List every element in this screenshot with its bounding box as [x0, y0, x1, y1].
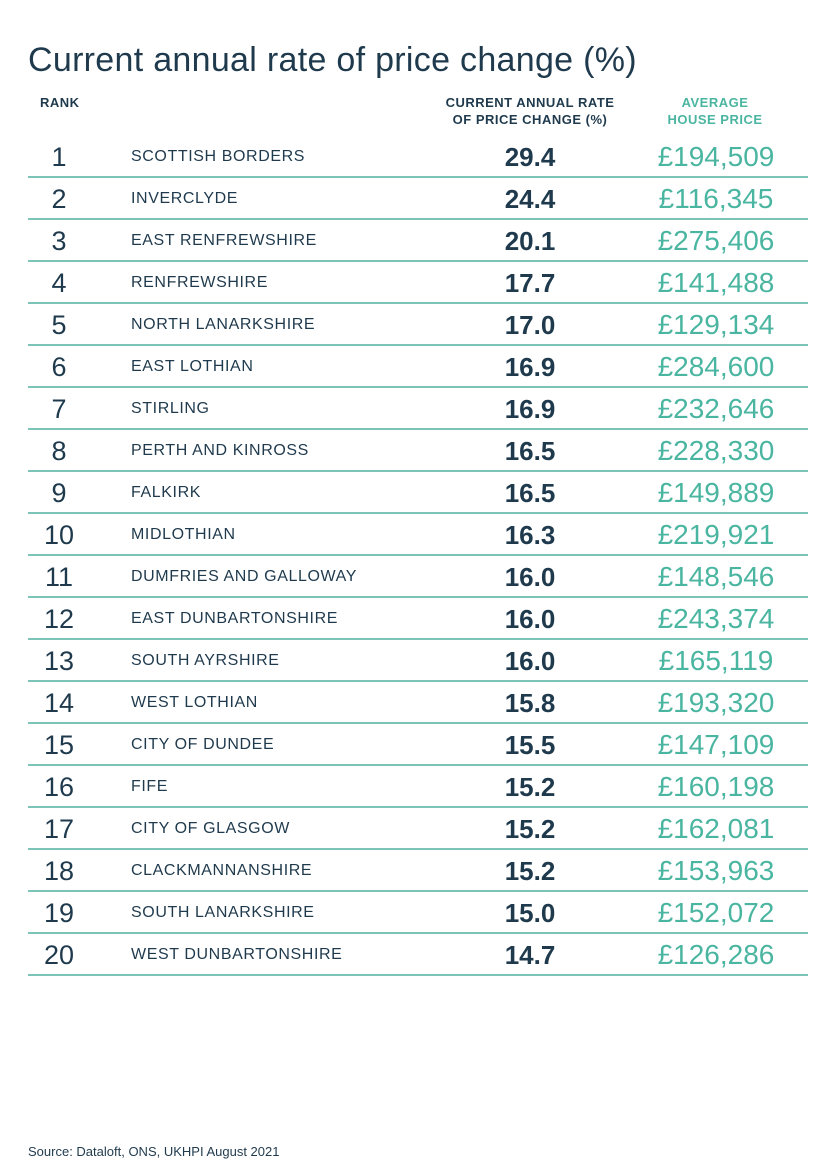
rate-cell: 15.0 — [504, 898, 556, 928]
area-name-cell: SCOTTISH BORDERS — [131, 148, 306, 165]
rank-cell: 17 — [43, 814, 75, 844]
area-name-cell: FALKIRK — [131, 484, 202, 501]
rate-cell: 29.4 — [504, 142, 556, 172]
price-cell: £141,488 — [657, 267, 775, 298]
rank-cell: 6 — [51, 352, 67, 382]
rate-column-header — [430, 94, 630, 128]
rate-cell: 16.3 — [504, 520, 556, 550]
rate-header-line2: OF PRICE CHANGE (%) — [452, 112, 608, 127]
rate-cell: 16.0 — [504, 646, 556, 676]
rank-cell: 19 — [43, 898, 75, 928]
rank-cell: 13 — [43, 646, 75, 676]
area-name-cell: MIDLOTHIAN — [131, 526, 236, 543]
table-row — [28, 430, 808, 472]
area-name-cell: CITY OF DUNDEE — [131, 736, 275, 753]
price-cell: £232,646 — [657, 393, 775, 424]
area-name-cell: PERTH AND KINROSS — [131, 442, 309, 459]
price-column-header — [630, 94, 800, 128]
table-row — [28, 766, 808, 808]
rank-cell: 15 — [43, 730, 75, 760]
rate-cell: 16.5 — [504, 436, 556, 466]
table-row — [28, 808, 808, 850]
price-cell: £116,345 — [658, 183, 774, 214]
table-row — [28, 472, 808, 514]
price-cell: £228,330 — [657, 435, 775, 466]
rate-cell: 16.0 — [504, 604, 556, 634]
table-row — [28, 682, 808, 724]
area-name-cell: DUMFRIES AND GALLOWAY — [131, 568, 357, 585]
price-cell: £284,600 — [657, 351, 775, 382]
table-row — [28, 598, 808, 640]
table-row — [28, 262, 808, 304]
price-cell: £153,963 — [657, 855, 775, 886]
rank-cell: 10 — [43, 520, 75, 550]
area-name-cell: RENFREWSHIRE — [131, 274, 268, 291]
source-note: Source: Dataloft, ONS, UKHPI August 2021 — [28, 1144, 280, 1159]
rank-cell: 4 — [51, 268, 67, 298]
price-cell: £149,889 — [657, 477, 775, 508]
rate-cell: 20.1 — [504, 226, 556, 256]
table-row — [28, 220, 808, 262]
price-cell: £147,109 — [657, 729, 775, 760]
area-name-cell: FIFE — [131, 778, 169, 795]
table-row — [28, 850, 808, 892]
rank-cell: 14 — [43, 688, 75, 718]
rate-cell: 16.0 — [504, 562, 556, 592]
area-name-cell: EAST DUNBARTONSHIRE — [131, 610, 339, 627]
rank-cell: 12 — [43, 604, 75, 634]
price-cell: £275,406 — [657, 225, 775, 256]
rate-cell: 24.4 — [504, 184, 556, 214]
area-name-cell: INVERCLYDE — [131, 190, 239, 207]
rate-cell: 15.2 — [504, 856, 556, 886]
table-row — [28, 892, 808, 934]
price-cell: £126,286 — [657, 939, 775, 970]
price-cell: £194,509 — [657, 141, 775, 172]
rank-cell: 9 — [51, 478, 67, 508]
table-row — [28, 556, 808, 598]
price-cell: £243,374 — [657, 603, 775, 634]
rank-cell: 8 — [51, 436, 67, 466]
rate-cell: 14.7 — [504, 940, 556, 970]
table-row — [28, 724, 808, 766]
area-name-cell: CITY OF GLASGOW — [131, 820, 290, 837]
price-cell: £162,081 — [657, 813, 775, 844]
rate-cell: 16.5 — [504, 478, 556, 508]
rate-cell: 17.7 — [504, 268, 556, 298]
area-name-cell: EAST RENFREWSHIRE — [131, 232, 317, 249]
price-cell: £165,119 — [658, 645, 774, 676]
price-cell: £193,320 — [657, 687, 775, 718]
rank-cell: 20 — [43, 940, 75, 970]
area-name-cell: WEST LOTHIAN — [131, 694, 258, 711]
table-row — [28, 136, 808, 178]
price-cell: £129,134 — [657, 309, 775, 340]
rank-column-header — [40, 94, 80, 111]
table-row — [28, 388, 808, 430]
rank-cell: 5 — [51, 310, 67, 340]
table-row — [28, 304, 808, 346]
table-row — [28, 178, 808, 220]
rank-cell: 2 — [51, 184, 67, 214]
price-cell: £219,921 — [657, 519, 775, 550]
rank-header-label: RANK — [40, 95, 80, 110]
area-name-cell: WEST DUNBARTONSHIRE — [131, 946, 343, 963]
rank-cell: 16 — [43, 772, 75, 802]
rate-cell: 16.9 — [504, 394, 556, 424]
price-cell: £148,546 — [657, 561, 775, 592]
rate-cell: 15.5 — [504, 730, 556, 760]
rank-cell: 11 — [44, 562, 74, 592]
area-name-cell: SOUTH LANARKSHIRE — [131, 904, 315, 921]
rate-cell: 15.8 — [504, 688, 556, 718]
rate-cell: 15.2 — [504, 772, 556, 802]
rate-cell: 15.2 — [504, 814, 556, 844]
rank-cell: 18 — [43, 856, 75, 886]
price-cell: £160,198 — [657, 771, 775, 802]
price-cell: £152,072 — [657, 897, 775, 928]
table-row — [28, 934, 808, 976]
price-header-line1: AVERAGE — [681, 95, 749, 110]
area-name-cell: SOUTH AYRSHIRE — [131, 652, 280, 669]
price-header-line2: HOUSE PRICE — [667, 112, 763, 127]
page-title: Current annual rate of price change (%) — [28, 40, 637, 79]
table-row — [28, 514, 808, 556]
rate-header-line1: CURRENT ANNUAL RATE — [445, 95, 615, 110]
rank-cell: 7 — [51, 394, 67, 424]
table-row — [28, 640, 808, 682]
ranking-table — [28, 136, 808, 976]
area-name-cell: EAST LOTHIAN — [131, 358, 254, 375]
area-name-cell: NORTH LANARKSHIRE — [131, 316, 316, 333]
rank-cell: 3 — [51, 226, 67, 256]
rank-cell: 1 — [51, 142, 67, 172]
area-name-cell: STIRLING — [131, 400, 210, 417]
rate-cell: 17.0 — [504, 310, 556, 340]
table-row — [28, 346, 808, 388]
rate-cell: 16.9 — [504, 352, 556, 382]
area-name-cell: CLACKMANNANSHIRE — [131, 862, 313, 879]
